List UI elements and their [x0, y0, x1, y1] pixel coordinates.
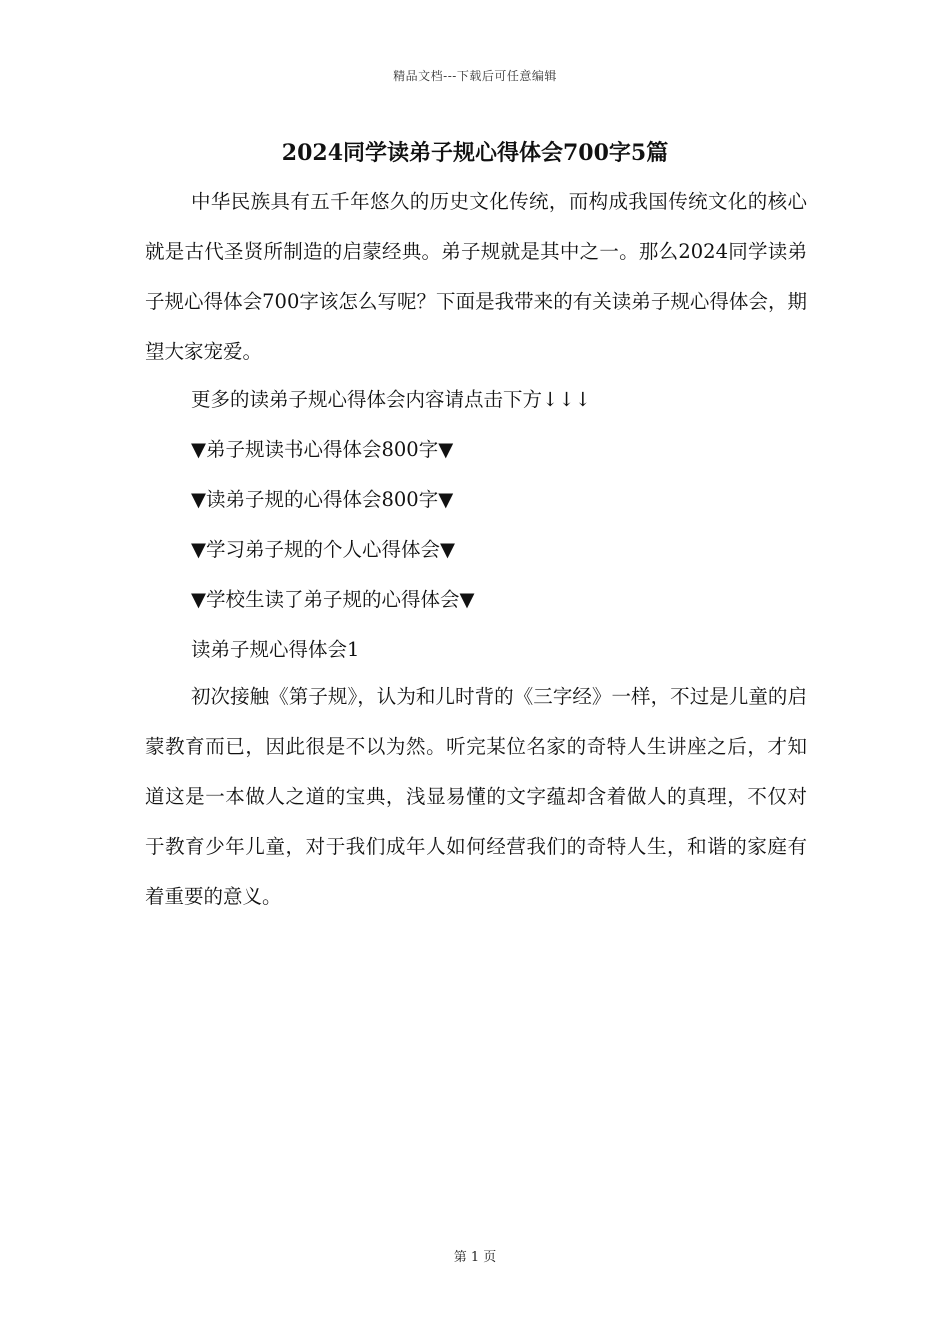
document-title: 2024同学读弟子规心得体会700字5篇 [281, 140, 669, 166]
page-number: 第 1 页 [453, 1250, 497, 1265]
intro-paragraph: 中华民族具有五千年悠久的历史文化传统，而构成我国传统文化的核心就是古代圣贤所制造的启蒙经典。弟子规就是其中之一。那么2024同学读弟子规心得体会700字该怎么写呢？下面是我带来的有关读弟子规心得体会，期望大家宠爱。 [145, 190, 807, 363]
related-link-2[interactable]: ▼读弟子规的心得体会800字▼ [191, 488, 454, 511]
page-header: 精品文档---下载后可任意编辑 [393, 69, 557, 83]
more-content-prompt: 更多的读弟子规心得体会内容请点击下方↓↓↓ [191, 388, 592, 411]
section-heading: 读弟子规心得体会1 [191, 638, 360, 661]
related-link-1[interactable]: ▼弟子规读书心得体会800字▼ [191, 438, 454, 461]
section-body-paragraph: 初次接触《第子规》，认为和儿时背的《三字经》一样，不过是儿童的启蒙教育而已，因此很是不以为然。听完某位名家的奇特人生讲座之后，才知道这是一本做人之道的宝典，浅显易懂的文字蕴却含着做人的真理，不仅对于教育少年儿童，对于我们成年人如何经营我们的奇特人生，和谐的家庭有着重要的意义。 [145, 685, 807, 908]
related-link-4[interactable]: ▼学校生读了弟子规的心得体会▼ [191, 588, 475, 611]
related-link-3[interactable]: ▼学习弟子规的个人心得体会▼ [191, 538, 455, 561]
